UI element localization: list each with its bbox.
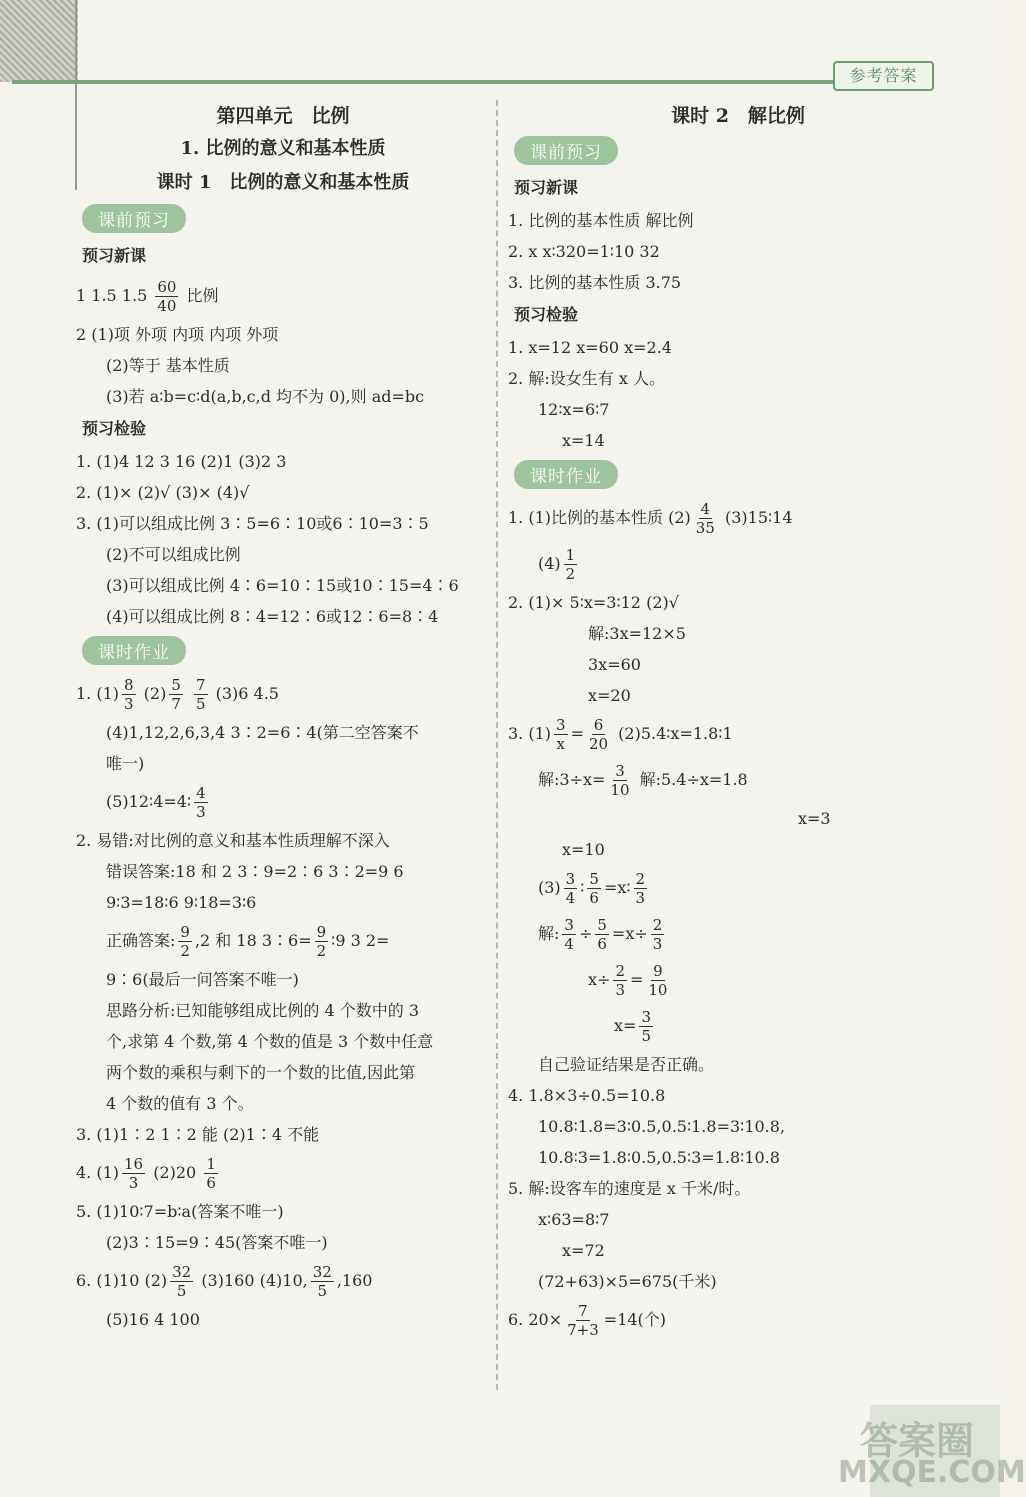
answer-line: 3. 比例的基本性质 3.75	[508, 273, 682, 292]
answer-line: x= $\frac{3}{5}$	[614, 1008, 651, 1045]
unit-title: 第四单元 比例	[216, 105, 350, 127]
answer-line: (4)可以组成比例 8∶4=12∶6或12∶6=8∶4	[106, 607, 439, 626]
fraction: $\frac{5}{7}$	[171, 676, 181, 713]
fraction: $\frac{7}{5}$	[195, 676, 206, 713]
fraction: $\frac{5}{6}$	[597, 916, 607, 953]
answer-line: 自己验证结果是否正确。	[538, 1055, 715, 1074]
answer-line: 10.8∶1.8=3∶0.5,0.5∶1.8=3∶10.8,	[538, 1117, 786, 1136]
answer-line: x=72	[562, 1241, 605, 1260]
fraction: $\frac{3}{10}$	[610, 762, 630, 799]
answer-line: (4) $\frac{1}{2}$	[538, 546, 576, 583]
answer-line: (2)3∶15=9∶45(答案不唯一)	[106, 1233, 328, 1252]
answer-line: 2. (1)× 5∶x=3∶12 (2)√	[508, 593, 679, 612]
answer-line: 3x=60	[588, 655, 641, 674]
fraction: $\frac{4}{3}$	[196, 784, 206, 821]
answer-line: (2)等于 基本性质	[106, 356, 230, 375]
answers-tag: 参考答案	[833, 61, 934, 91]
answer-line: (3)可以组成比例 4∶6=10∶15或10∶15=4∶6	[106, 576, 459, 595]
answer-line: 1. x=12 x=60 x=2.4	[508, 338, 672, 357]
left-column	[76, 100, 490, 1335]
answer-line: (5)12∶4=4∶ $\frac{4}{3}$	[106, 784, 206, 821]
fraction: $\frac{1}{6}$	[206, 1155, 216, 1192]
answer-line: 3. (1)可以组成比例 3∶5=6∶10或6∶10=3∶5	[76, 514, 429, 533]
fraction: $\frac{3}{x}$	[556, 716, 566, 753]
watermark-logo: 答案圈	[860, 1419, 975, 1463]
answer-line: 解: $\frac{3}{4}$ ÷ $\frac{5}{6}$ =x÷ $\frac{2}{3}$	[538, 916, 663, 953]
answer-line: 4 个数的值有 3 个。	[106, 1094, 254, 1113]
answer-line: 1. (1)4 12 3 16 (2)1 (3)2 3	[76, 452, 287, 471]
answer-line: 2. (1)× (2)√ (3)× (4)√	[76, 483, 250, 502]
right-column	[508, 100, 968, 1343]
answer-line: 两个数的乘积与剩下的一个数的比值,因此第	[106, 1063, 416, 1082]
answer-line: 6. 20× $\frac{7}{7+3}$ =14(个)	[508, 1302, 667, 1339]
lesson-title: 课时 2 解比例	[671, 105, 805, 127]
preview-check-heading: 预习检验	[514, 305, 579, 324]
answer-line: 9∶6(最后一问答案不唯一)	[106, 970, 299, 989]
answer-line: 9∶3=18∶6 9∶18=3∶6	[106, 893, 257, 912]
preview-new-heading: 预习新课	[514, 178, 579, 197]
fraction: $\frac{3}{4}$	[564, 916, 574, 953]
column-divider	[496, 100, 498, 1390]
fraction: $\frac{4}{35}$	[695, 500, 715, 537]
fraction: $\frac{3}{4}$	[565, 870, 576, 907]
homework-badge: 课时作业	[82, 636, 186, 665]
fraction: $\frac{32}{5}$	[172, 1263, 192, 1300]
answer-line: (5)16 4 100	[106, 1310, 200, 1329]
fraction: $\frac{7}{7+3}$	[567, 1302, 599, 1339]
answer-line: 3. (1) $\frac{3}{x}$ = $\frac{6}{20}$ (2)5.4∶x=1.8∶1	[508, 716, 733, 753]
answer-line: 错误答案:18 和 2 3∶9=2∶6 3∶2=9 6	[106, 862, 404, 881]
answer-line: 6. (1)10 (2) $\frac{32}{5}$ (3)160 (4)10, $\frac{32}{5}$ ,160	[76, 1263, 373, 1300]
preview-badge: 课前预习	[514, 136, 618, 165]
fraction: $\frac{2}{3}$	[615, 962, 625, 999]
fraction: $\frac{9}{10}$	[648, 962, 668, 999]
answer-line: x=10	[562, 840, 605, 859]
fraction: $\frac{6}{20}$	[588, 716, 609, 753]
answer-line: 解:3x=12×5	[588, 624, 686, 643]
fraction: $\frac{1}{2}$	[565, 546, 576, 583]
watermark-logo: MXQE.COM	[838, 1455, 1026, 1490]
answer-line: x=20	[588, 686, 631, 705]
answer-line: x∶63=8∶7	[538, 1210, 610, 1229]
preview-new-heading: 预习新课	[82, 246, 147, 265]
fraction: $\frac{32}{5}$	[312, 1263, 332, 1300]
answer-line: 2 (1)项 外项 内项 内项 外项	[76, 325, 279, 344]
answer-line: (72+63)×5=675(千米)	[538, 1272, 717, 1291]
section-title: 1. 比例的意义和基本性质	[180, 138, 386, 159]
answer-line: (3)若 a∶b=c∶d(a,b,c,d 均不为 0),则 ad=bc	[106, 387, 425, 406]
fraction: $\frac{2}{3}$	[635, 870, 646, 907]
corner-decoration	[0, 0, 78, 82]
fraction: $\frac{9}{2}$	[316, 923, 327, 960]
fraction: $\frac{8}{3}$	[124, 676, 134, 713]
answer-line: 正确答案: $\frac{9}{2}$ ,2 和 18 3∶6= $\frac{9}{2}$ ∶9 3 2=	[106, 923, 390, 960]
answer-line: x=3	[798, 809, 831, 828]
answer-line: 2. 解:设女生有 x 人。	[508, 369, 665, 388]
answer-line: 4. 1.8×3÷0.5=10.8	[508, 1086, 666, 1105]
answer-line: 解:3÷x= $\frac{3}{10}$ 解:5.4÷x=1.8	[538, 762, 748, 799]
header-rule	[12, 80, 930, 84]
fraction: $\frac{2}{3}$	[652, 916, 663, 953]
answer-line: 思路分析:已知能够组成比例的 4 个数中的 3	[106, 1001, 420, 1020]
answer-line: 3. (1)1∶2 1∶2 能 (2)1∶4 不能	[76, 1125, 320, 1144]
answer-line: 个,求第 4 个数,第 4 个数的值是 3 个数中任意	[106, 1032, 434, 1051]
answer-line: 5. 解:设客车的速度是 x 千米/时。	[508, 1179, 751, 1198]
answer-line: 唯一)	[106, 754, 145, 773]
answer-line: 1. (1) $\frac{8}{3}$ (2) $\frac{5}{7}$ $\frac{7}{5}$ (3)6 4.5	[76, 676, 279, 713]
lesson-title: 课时 1 比例的意义和基本性质	[156, 172, 410, 193]
answer-line: x=14	[562, 431, 605, 450]
answer-line: 2. x x∶320=1∶10 32	[508, 242, 660, 261]
answer-line: 12∶x=6∶7	[538, 400, 610, 419]
answer-line: (4)1,12,2,6,3,4 3∶2=6∶4(第二空答案不	[106, 723, 419, 742]
answer-line: (2)不可以组成比例	[106, 545, 241, 564]
fraction: $\frac{9}{2}$	[180, 923, 190, 960]
fraction: $\frac{60}{40}$	[157, 278, 177, 315]
answer-line: 1. 比例的基本性质 解比例	[508, 211, 694, 230]
answer-line: (3) $\frac{3}{4}$ ∶ $\frac{5}{6}$ =x∶ $\frac{2}{3}$	[538, 870, 646, 907]
answer-line: x÷ $\frac{2}{3}$ = $\frac{9}{10}$	[588, 962, 668, 999]
answer-line: 5. (1)10∶7=b∶a(答案不唯一)	[76, 1202, 284, 1221]
answer-line: 4. (1) $\frac{16}{3}$ (2)20 $\frac{1}{6}$	[76, 1155, 216, 1192]
answer-line: 2. 易错:对比例的意义和基本性质理解不深入	[76, 831, 390, 850]
preview-badge: 课前预习	[82, 204, 186, 233]
answer-line: 1 1.5 1.5 $\frac{60}{40}$ 比例	[76, 278, 219, 315]
fraction: $\frac{5}{6}$	[589, 870, 599, 907]
fraction: $\frac{16}{3}$	[124, 1155, 144, 1192]
answer-line: 1. (1)比例的基本性质 (2) $\frac{4}{35}$ (3)15∶14	[508, 500, 793, 537]
answer-line: 10.8∶3=1.8∶0.5,0.5∶3=1.8∶10.8	[538, 1148, 780, 1167]
fraction: $\frac{3}{5}$	[641, 1008, 651, 1045]
preview-check-heading: 预习检验	[82, 419, 147, 438]
homework-badge: 课时作业	[514, 460, 618, 489]
